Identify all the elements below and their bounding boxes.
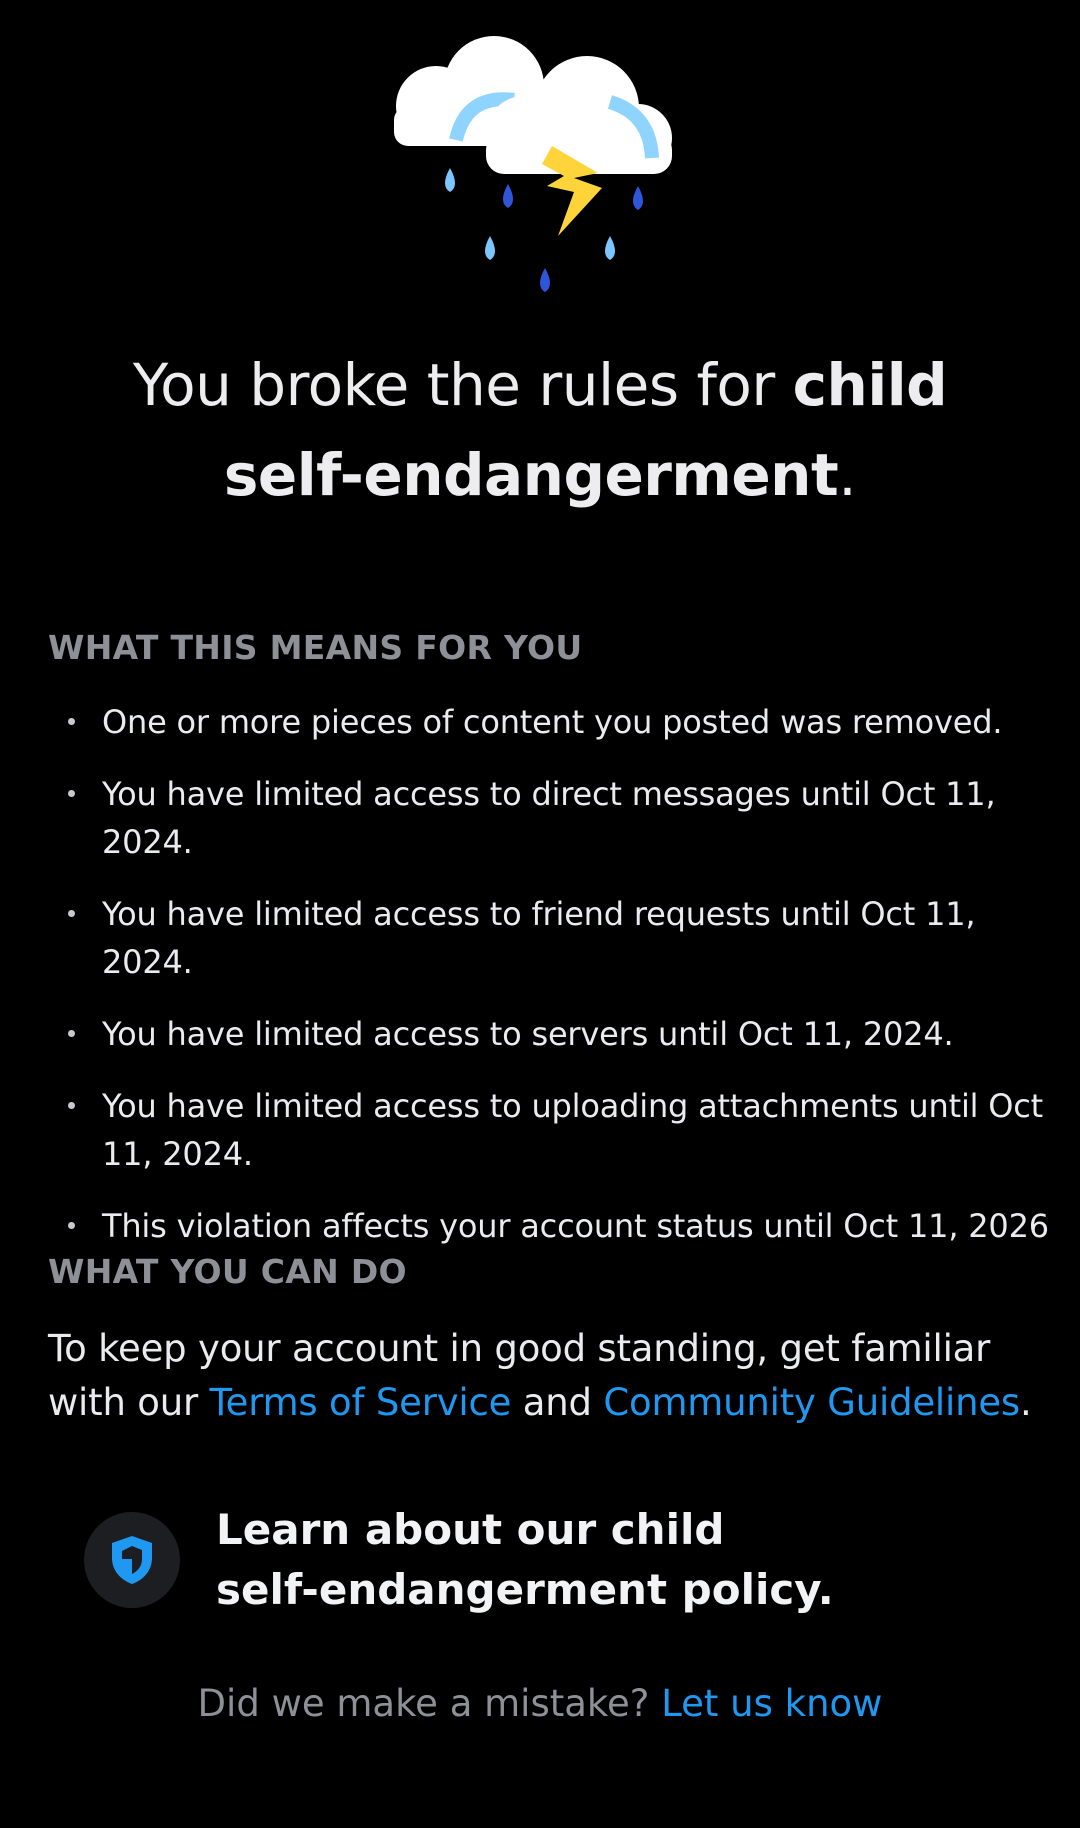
- list-item: [48, 770, 1058, 866]
- list-item: [48, 890, 1058, 986]
- actions-text-before: To keep your account in good standing, get familiar with our: [48, 1327, 991, 1424]
- let-us-know-link[interactable]: Let us know: [661, 1682, 883, 1725]
- storm-cloud-icon: [384, 28, 694, 308]
- shield-icon: [108, 1534, 156, 1586]
- bullet-dot: [68, 910, 75, 917]
- list-item-text: One or more pieces of content you posted was removed.: [102, 703, 1003, 741]
- consequences-list: [48, 698, 1058, 1274]
- list-item: [48, 1202, 1058, 1250]
- terms-of-service-link[interactable]: Terms of Service: [209, 1381, 512, 1424]
- community-guidelines-link[interactable]: Community Guidelines: [603, 1381, 1020, 1424]
- headline-suffix: .: [838, 441, 857, 509]
- list-item-text: This violation affects your account status until Oct 11, 2026: [102, 1207, 1049, 1245]
- headline-bold-2: self-endangerment: [223, 441, 839, 509]
- list-item-text: You have limited access to servers until Oct 11, 2024.: [102, 1015, 954, 1053]
- headline-prefix: You broke the rules for: [132, 351, 793, 419]
- bullet-dot: [68, 790, 75, 797]
- footer: [0, 1682, 1080, 1725]
- policy-line-2: self-endangerment policy.: [216, 1565, 834, 1614]
- bullet-dot: [68, 1030, 75, 1037]
- policy-link-text[interactable]: [216, 1500, 916, 1620]
- list-item: [48, 1010, 1058, 1058]
- policy-line-1: Learn about our child: [216, 1505, 725, 1554]
- rain-drops: [445, 168, 643, 292]
- list-item: [48, 698, 1058, 746]
- footer-question: Did we make a mistake?: [197, 1682, 662, 1725]
- bullet-dot: [68, 1102, 75, 1109]
- policy-icon-circle: [84, 1512, 180, 1608]
- actions-text: [48, 1322, 1058, 1430]
- list-item-text: You have limited access to friend requests until Oct 11, 2024.: [102, 895, 976, 981]
- list-item-text: You have limited access to direct messages until Oct 11, 2024.: [102, 775, 996, 861]
- headline-bold-1: child: [792, 351, 948, 419]
- consequences-heading: WHAT THIS MEANS FOR YOU: [48, 628, 583, 667]
- actions-heading: WHAT YOU CAN DO: [48, 1252, 407, 1291]
- bullet-dot: [68, 718, 75, 725]
- actions-text-after: .: [1019, 1381, 1032, 1424]
- actions-text-middle: and: [511, 1381, 604, 1424]
- list-item: [48, 1082, 1058, 1178]
- bullet-dot: [68, 1222, 75, 1229]
- list-item-text: You have limited access to uploading attachments until Oct 11, 2024.: [102, 1087, 1044, 1173]
- policy-link-card[interactable]: [84, 1500, 984, 1620]
- page-title: [60, 340, 1020, 520]
